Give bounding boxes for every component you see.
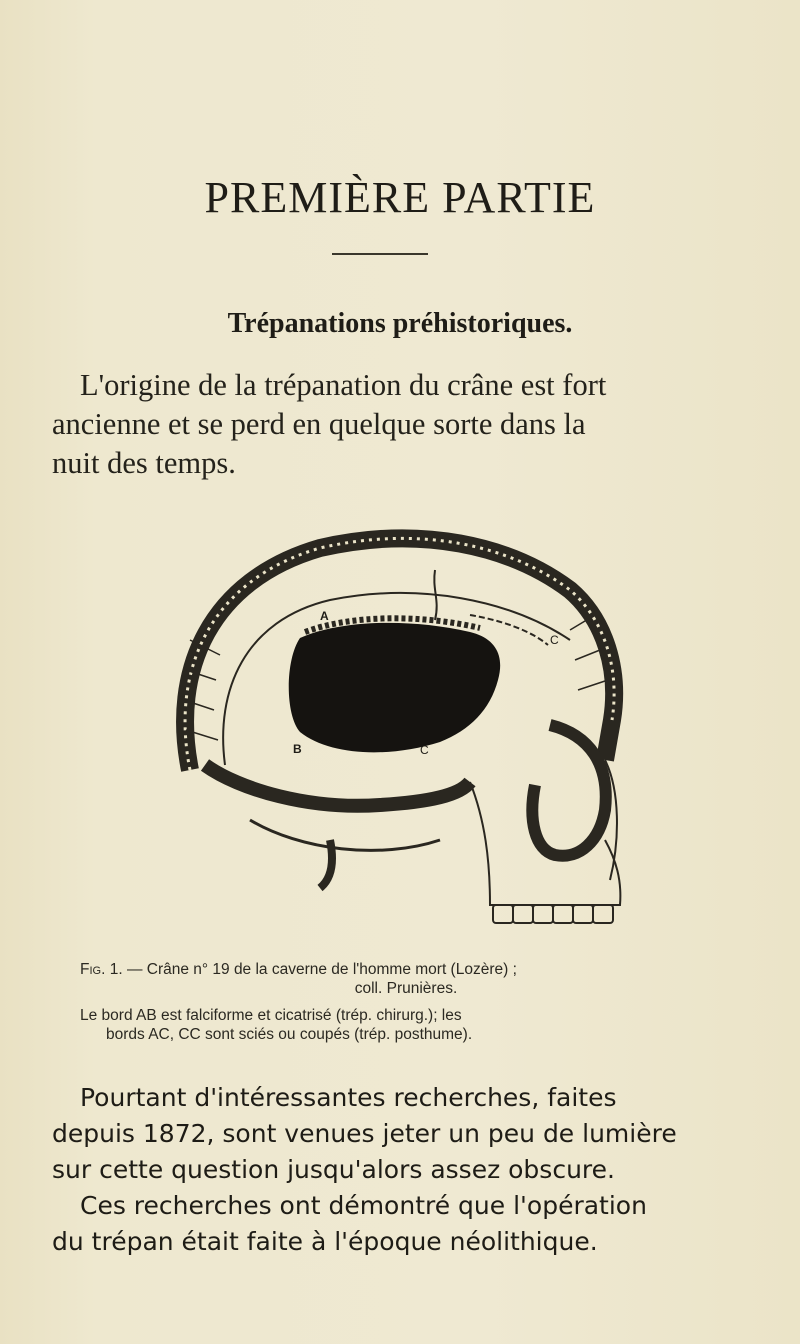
caption-line-3: Le bord AB est falciforme et cicatrisé (trép. chirurg.); les xyxy=(80,1007,462,1024)
trepanation-hole xyxy=(289,623,500,753)
body-line-4: Ces recherches ont démontré que l'opération xyxy=(80,1191,647,1220)
title-divider xyxy=(332,253,428,255)
skull-illustration xyxy=(150,520,650,940)
figure-caption xyxy=(56,960,756,1044)
intro-line-3: nuit des temps. xyxy=(52,446,236,480)
figure-number: Fig. 1. xyxy=(80,961,123,978)
intro-line-1: L'origine de la trépanation du crâne est fort xyxy=(80,368,607,402)
caption-line-4: bords AC, CC sont sciés ou coupés (trép. posthume). xyxy=(106,1026,473,1043)
label-c-top: C xyxy=(550,633,559,647)
body-line-5: du trépan était faite à l'époque néolithique. xyxy=(52,1227,598,1256)
teeth xyxy=(493,905,613,923)
label-a: A xyxy=(320,609,329,623)
caption-line-2: coll. Prunières. xyxy=(354,980,458,997)
orbit-outline xyxy=(532,725,605,856)
part-title: PREMIÈRE PARTIE xyxy=(204,173,596,222)
body-line-2: depuis 1872, sont venues jeter un peu de lumière xyxy=(52,1119,677,1148)
skull-base xyxy=(205,765,470,806)
caption-line-1 xyxy=(56,960,756,979)
body-line-1: Pourtant d'intéressantes recherches, faites xyxy=(80,1083,617,1112)
skull-figure xyxy=(150,520,650,940)
intro-line-2: ancienne et se perd en quelque sorte dans la xyxy=(52,407,586,441)
section-title: Trépanations préhistoriques. xyxy=(227,308,573,339)
body-paragraph xyxy=(52,1080,752,1260)
label-c-bottom: C xyxy=(420,743,429,757)
caption-text-1: — Crâne n° 19 de la caverne de l'homme mort (Lozère) ; xyxy=(126,961,517,978)
label-b: B xyxy=(293,742,302,756)
intro-paragraph xyxy=(52,366,752,483)
body-line-3: sur cette question jusqu'alors assez obscure. xyxy=(52,1155,615,1184)
